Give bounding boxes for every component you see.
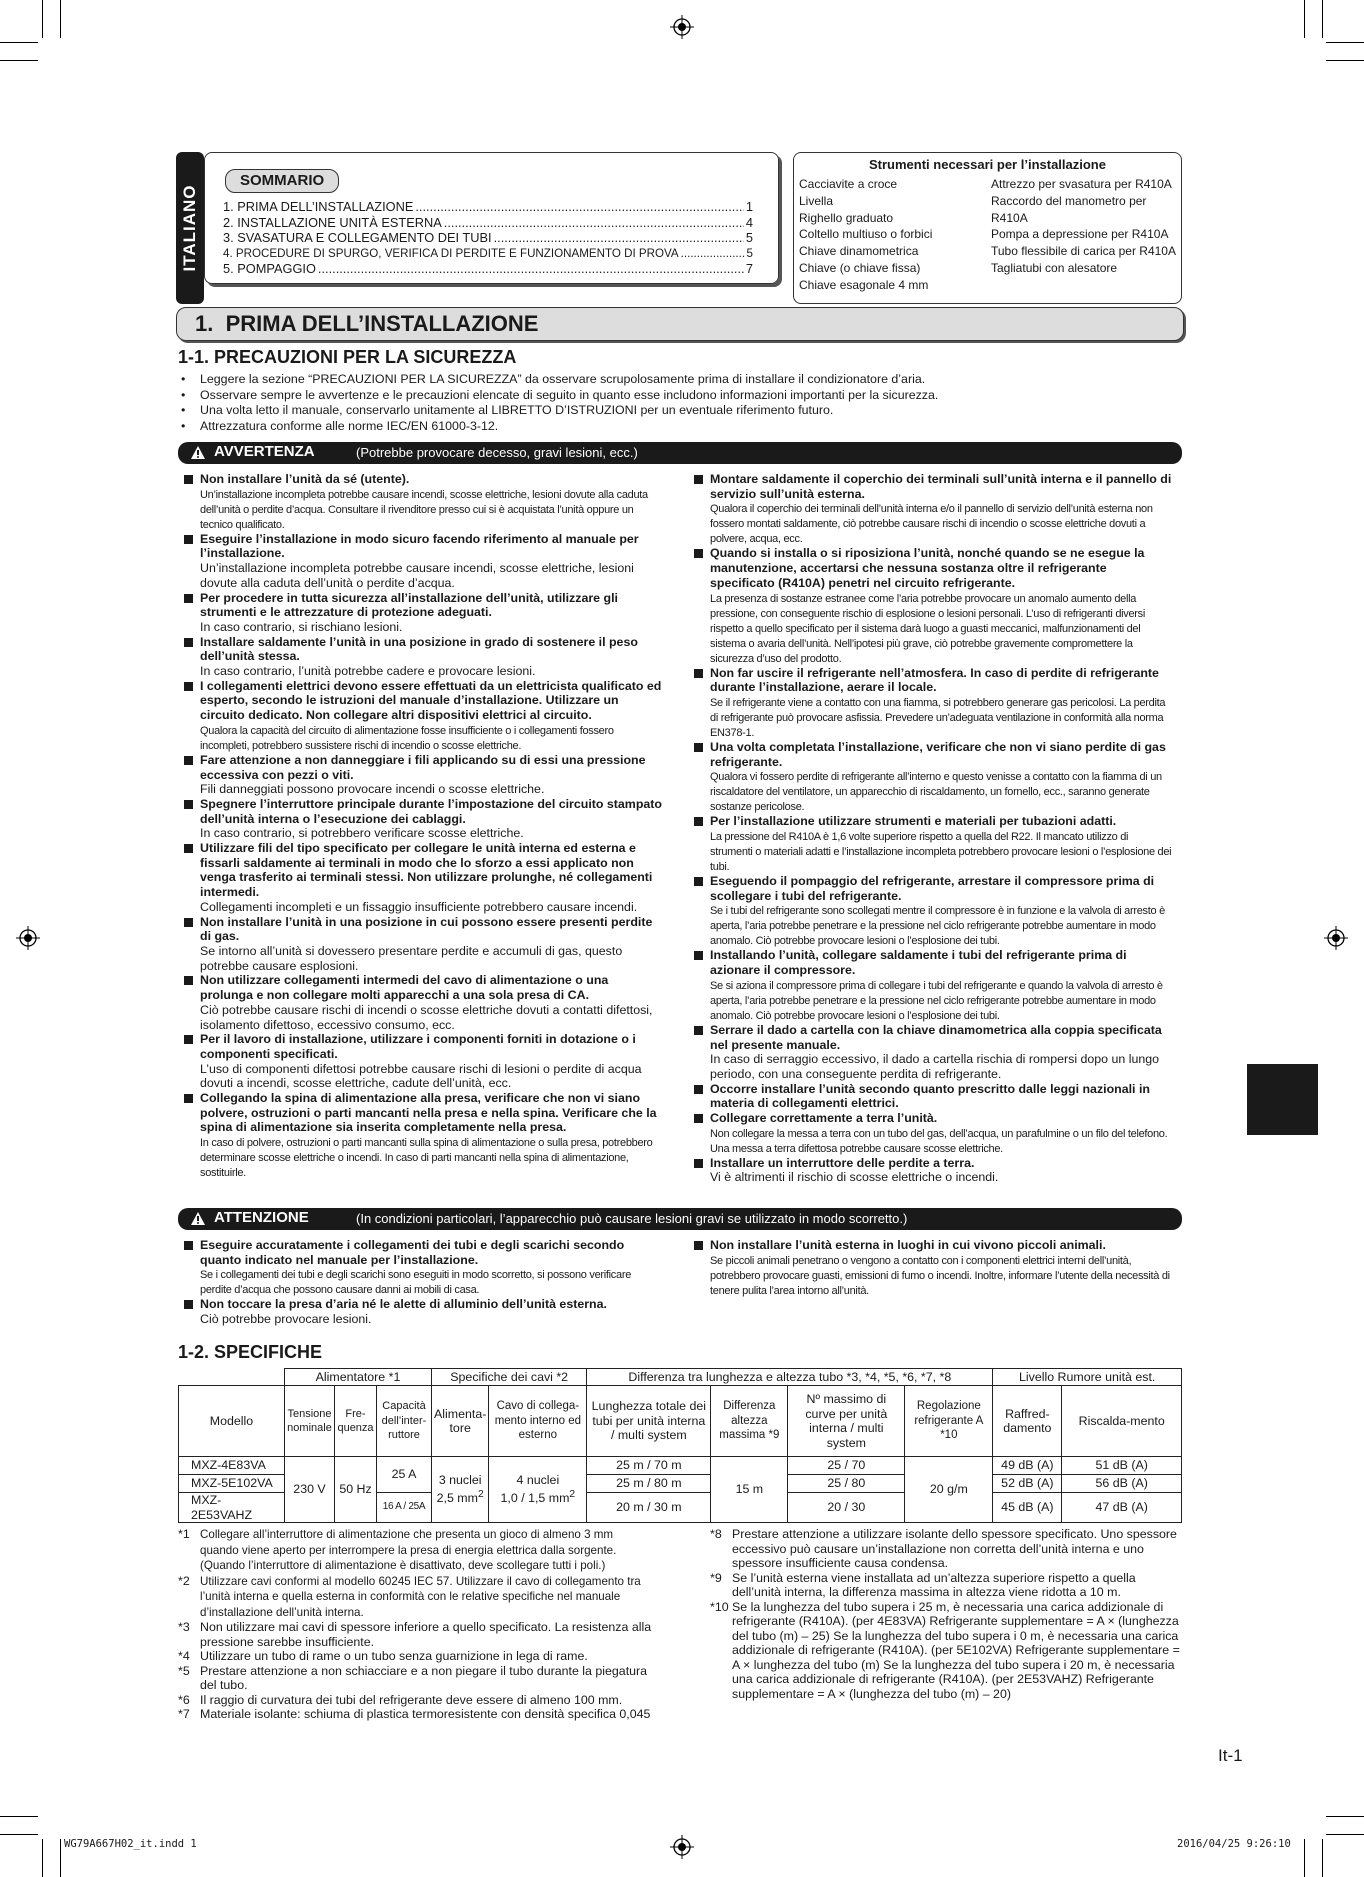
tool-item: Chiave dinamometrica [799,244,919,259]
model-cell: MXZ-4E83VA [179,1457,285,1475]
safety-item [692,948,1173,1022]
heating-cell: 56 dB (A) [1062,1475,1182,1493]
safety-item-heading: Utilizzare fili del tipo specificato per collegare le unità interna ed esterna e fissarli saldamente ai terminali in modo che lo sforzo a essi applicato non venga trasferito ai terminali stessi. Non utilizzare prolunghe, né collegamenti intermedi. [200,841,653,900]
col-cooling: Raffred-damento [993,1386,1062,1457]
crop-mark [0,42,38,43]
tool-item: Tagliatubi con alesatore [991,260,1118,275]
footnote-key: *5 [178,1663,190,1678]
footnote-text: Prestare attenzione a non schiacciare e a non piegare il tubo durante la piegatura del tubo. [200,1663,648,1692]
crop-mark [1322,1839,1323,1877]
toc-item-label: 2. INSTALLAZIONE UNITÀ ESTERNA [223,214,442,230]
safety-item-text: In caso contrario, si rischiano lesioni. [200,619,403,634]
safety-item-heading: Quando si installa o si riposiziona l’unità, nonché quando se ne esegue la manutenzione, accertarsi che nessuna sostanza oltre il refrigerante specificato (R410A) penetri nel circuito refrigerante. [710,546,1145,590]
safety-item-heading: Non far uscire il refrigerante nell’atmosfera. In caso di perdite di refrigerante durante l’installazione, aerare il locale. [710,665,1159,695]
footnote-key: *2 [178,1573,190,1588]
bullet-item: • Osservare sempre le avvertenze e le precauzioni elencate di seguito in quanto esse includono informazioni importanti per la sicurezza. [178,388,938,404]
footnote [710,1571,1182,1600]
safety-item-text: Ciò potrebbe causare rischi di incendi o scosse elettriche dovuti a contatti difettosi, isolamento difettoso, eccessivo consumo, ecc. [200,1002,653,1032]
toc-leader [681,246,745,262]
footnote [178,1693,652,1708]
safety-item-heading: Eseguire accuratamente i collegamenti dei tubi e degli scarichi secondo quanto indicato nel manuale per l’installazione. [200,1238,625,1267]
footnotes-right [710,1527,1182,1701]
tool-item: Righello graduato [799,210,894,225]
tool-item: Tubo flessibile di carica per R410A [991,244,1176,259]
caution-note: (In condizioni particolari, l’apparecchio può causare lesioni gravi se utilizzato in modo scorretto.) [356,1211,908,1226]
safety-item-text: Qualora la capacità del circuito di alimentazione fosse insufficiente o i collegamenti fossero incompleti, potrebbero sussistere rischi di incendio o scosse elettriche. [200,724,614,752]
crop-mark [1304,0,1305,38]
crop-mark [42,1839,43,1877]
footnote-key: *7 [178,1707,190,1721]
bends-cell: 25 / 70 [788,1457,905,1475]
safety-item [692,546,1173,665]
safety-item-heading: Serrare il dado a cartella con la chiave dinamometrica alla coppia specificata nel presente manuale. [710,1022,1162,1052]
warning-bar [178,442,1182,464]
toc-item[interactable] [223,261,753,277]
crop-mark [60,1839,61,1877]
safety-item [692,874,1173,948]
footnote-text: Non utilizzare mai cavi di spessore inferiore a quello specificato. La resistenza alla pressione sarebbe insufficiente. [200,1620,652,1649]
intro-bullets [178,372,938,435]
toc-item-page: 7 [745,261,753,276]
tools-column-2 [991,176,1176,277]
warning-triangle-icon [190,445,206,460]
footnote [178,1649,652,1664]
safety-item [692,740,1173,814]
heating-cell: 51 dB (A) [1062,1457,1182,1475]
safety-item [692,1023,1173,1082]
toc-item-label: 4. PROCEDURE DI SPURGO, VERIFICA DI PERDITE E FUNZIONAMENTO DI PROVA [223,246,679,260]
safety-item-text: Collegamenti incompleti e un fissaggio insufficiente potrebbero causare incendi. [200,899,638,914]
toc-item-page: 5 [745,230,753,245]
safety-item-heading: Per il lavoro di installazione, utilizzare i componenti forniti in dotazione o i componenti specificati. [200,1032,636,1061]
col-heating: Riscalda-mento [1062,1386,1182,1457]
power-supply-cell: 3 nuclei 2,5 $mm^2$ [432,1457,489,1523]
col-frequency: Fre-quenza [335,1386,377,1457]
tools-box [793,152,1182,304]
safety-item-text: La presenza di sostanze estranee come l’aria potrebbe provocare un anomalo aumento della pressione, con conseguente rischio di esplosione o lesioni personali. L’uso di refrigeranti diversi rispetto a quello specificato per il sistema darà luogo a guasti meccanici, malfunzionamenti del sistema o avaria dell’unità. Nell’ipotesi più grave, ciò potrebbe gravemente compromettere la sicurezza d’uso del prodotto. [710,592,1146,665]
safety-item-text: Ciò potrebbe provocare lesioni. [200,1312,372,1327]
toc-item-page: 4 [745,214,753,230]
page-number: It-1 [1218,1746,1243,1765]
crop-mark [1326,1834,1364,1835]
refrigerant-cell: 20 g/m [905,1457,993,1523]
col-power-supply: Alimenta-tore [432,1386,489,1457]
model-cell: MXZ-2E53VAHZ [179,1493,285,1523]
footnote-text: Prestare attenzione a utilizzare isolante dello spessore specificato. Uno spessore eccessivo può causare un’installazione non corretta dell’unità interna e uno spessore insufficiente causa condensa. [732,1527,1177,1570]
safety-item [692,1156,1173,1185]
footnote [710,1600,1182,1702]
safety-item [182,591,664,635]
safety-item-text: L’uso di componenti difettosi potrebbe causare rischi di lesioni o perdite di acqua dovuti a incendi, scosse elettriche, cadute dell’unità, ecc. [200,1061,642,1091]
safety-item-heading: Una volta completata l’installazione, verificare che non vi siano perdite di gas refrigerante. [710,739,1166,769]
registration-mark-icon [1324,926,1348,950]
height-difference-cell: 15 m [711,1457,788,1523]
safety-item-text: In caso di serraggio eccessivo, il dado a cartella rischia di rompersi dopo un lungo periodo, con una conseguente perdita di refrigerante. [710,1052,1160,1081]
header-power: Alimentatore *1 [285,1369,432,1386]
caution-column-left [182,1238,664,1327]
footnote-key: *4 [178,1649,190,1663]
crop-mark [0,60,38,61]
length-cell: 20 m / 30 m [587,1493,711,1523]
section-title-bar [176,307,1184,341]
warning-triangle-icon [190,1211,206,1226]
safety-item-heading: Installare un interruttore delle perdite a terra. [710,1155,975,1170]
bullet-item: • Leggere la sezione “PRECAUZIONI PER LA SICUREZZA” da osservare scrupolosamente prima di installare il condizionatore d’aria. [178,372,938,388]
safety-item [182,472,664,532]
safety-item-heading: Eseguire l’installazione in modo sicuro facendo riferimento al manuale per l’installazione. [200,531,639,561]
toc-leader [318,261,744,277]
footnote [178,1707,652,1722]
frequency-cell: 50 Hz [335,1457,377,1523]
cooling-cell: 52 dB (A) [993,1475,1062,1493]
header-cables: Specifiche dei cavi *2 [432,1369,587,1386]
footnote-key: *10 [710,1599,729,1614]
safety-item-heading: Eseguendo il pompaggio del refrigerante, arrestare il compressore prima di scollegare i tubi del refrigerante. [710,874,1155,903]
toc-item[interactable] [223,199,753,215]
safety-item [182,973,664,1032]
footnote-key: *6 [178,1692,190,1707]
safety-item-heading: I collegamenti elettrici devono essere effettuati da un elettricista qualificato ed esperto, secondo le istruzioni del manuale d’installazione. Utilizzare un circuito dedicato. Non collegare altri dispositivi elettrici al circuito. [200,678,662,723]
crop-mark [1322,0,1323,38]
cooling-cell: 45 dB (A) [993,1493,1062,1523]
safety-item [182,915,664,974]
bullet-item: • Attrezzatura conforme alle norme IEC/EN 61000-3-12. [178,419,938,435]
safety-item-text: Qualora vi fossero perdite di refrigerante all’interno e questo venisse a contatto con la fiamma di un riscaldatore del ventilatore, un apparecchio di riscaldamento, un fornello, ecc., saranno generate sostanze pericolose. [710,771,1162,814]
tool-item: Attrezzo per svasatura per R410A [991,177,1172,191]
toc-item[interactable] [223,215,753,231]
safety-item-heading: Non installare l’unità esterna in luoghi in cui vivono piccoli animali. [710,1238,1106,1252]
warning-label: AVVERTENZA [214,443,315,460]
caution-label: ATTENZIONE [214,1209,309,1226]
footnote-text: Materiale isolante: schiuma di plastica termoresistente con densità specifica 0,045 [200,1707,651,1721]
safety-item-heading: Non utilizzare collegamenti intermedi del cavo di alimentazione o una prolunga e non collegare molti apparecchi a una sola presa di CA. [200,973,609,1003]
footnote [178,1527,652,1574]
section-title: 1. PRIMA DELL’INSTALLAZIONE [195,311,539,336]
table-row [179,1457,1182,1475]
safety-item-heading: Per l’installazione utilizzare strumenti e materiali per tubazioni adatti. [710,814,1117,829]
specs-table [178,1368,1182,1523]
safety-item [182,679,664,753]
length-cell: 25 m / 70 m [587,1457,711,1475]
toc-item-page: 1 [745,199,753,214]
footnote-text: Utilizzare cavi conformi al modello 60245 IEC 57. Utilizzare il cavo di collegamento tra l’unità interna e quella esterna in conformità con le relative specifiche nel manuale d’installazione dell’unità interna. [200,1574,641,1619]
crop-mark [0,1834,38,1835]
bends-cell: 25 / 80 [788,1475,905,1493]
heating-cell: 47 dB (A) [1062,1493,1182,1523]
toc-leader [444,215,744,231]
toc-item-page: 5 [746,246,753,260]
safety-item-text: Un’installazione incompleta potrebbe causare incendi, scosse elettriche, lesioni dovute alla caduta dell’unità o perdite d’acqua. Consultare il rivenditore presso cui si è acquistata l’unità oppure un tecnico qualificato. [200,488,648,531]
safety-item-heading: Installare saldamente l’unità in una posizione in grado di sostenere il peso dell’unità stessa. [200,634,638,664]
toc-item[interactable] [223,230,753,246]
safety-item [182,753,664,797]
language-tab: ITALIANO [176,152,204,304]
footnote-key: *1 [178,1527,190,1541]
col-model: Modello [179,1386,285,1457]
length-cell: 25 m / 80 m [587,1475,711,1493]
crop-mark [1326,1816,1364,1817]
safety-item-text: La pressione del R410A è 1,6 volte superiore rispetto a quella del R22. Il mancato utilizzo di strumenti o materiali adatti e l’installazione incompleta potrebbero provocare lesioni o l’esplosione dei tubi. [710,831,1172,874]
col-refrigerant: Regolazione refrigerante A *10 [905,1386,993,1457]
tool-item: Coltello multiuso o forbici [799,227,933,242]
safety-item-heading: Montare saldamente il coperchio dei terminali sull’unità interna e il pannello di servizio sull’unità esterna. [710,472,1172,501]
safety-item-text: Fili danneggiati possono provocare incendi o scosse elettriche. [200,782,545,797]
tool-item: Chiave esagonale 4 mm [799,277,929,292]
safety-item [692,1111,1173,1156]
safety-item-heading: Non installare l’unità da sé (utente). [200,472,410,486]
col-total-length: Lunghezza totale dei tubi per unità interna / multi system [587,1386,711,1457]
header-pipe-difference: Differenza tra lunghezza e altezza tubo *3, *4, *5, *6, *7, *8 [587,1369,993,1386]
col-connection-cable: Cavo di collega-mento interno ed esterno [489,1386,587,1457]
safety-item-text: Se intorno all’unità si dovessero presentare perdite e accumuli di gas, questo potrebbe causare esplosioni. [200,943,623,973]
footnote-key: *3 [178,1620,190,1634]
tool-item: R410A [991,210,1028,225]
connection-cable-cell: 4 nuclei 1,0 / 1,5 $mm^2$ [489,1457,587,1523]
toc-title: SOMMARIO [225,169,339,193]
safety-item [182,532,664,591]
caution-column-right [692,1238,1173,1298]
footnotes-left [178,1527,652,1722]
toc-list [223,199,753,277]
table-cell [179,1369,285,1386]
crop-mark [60,0,61,38]
footnote [178,1664,652,1693]
crop-mark [42,0,43,38]
footnote-key: *8 [710,1527,722,1541]
safety-item-heading: Fare attenzione a non danneggiare i fili applicando su di essi una pressione eccessiva con pezzi o viti. [200,752,646,782]
footnote-key: *9 [710,1570,722,1585]
safety-item-text: Se il refrigerante viene a contatto con una fiamma, si potrebbero generare gas pericolosi. La perdita di refrigerante può provocare asfissia. Prevedere un’adeguata ventilazione in conformità alla norma EN378-1. [710,696,1166,739]
safety-item [182,1032,664,1091]
safety-item [182,1238,664,1297]
thumb-tab [1247,1064,1318,1135]
tool-item: Livella [799,193,834,208]
safety-item-text: Un’installazione incompleta potrebbe causare incendi, scosse elettriche, lesioni dovute alla caduta dell’unità o perdite d’acqua. [200,561,634,590]
footnote-text: Utilizzare un tubo di rame o un tubo senza guarnizione in lega di rame. [200,1649,588,1663]
footnote-text: Il raggio di curvatura dei tubi del refrigerante deve essere di almeno 100 mm. [200,1692,623,1707]
bends-cell: 20 / 30 [788,1493,905,1523]
safety-item [692,1238,1173,1298]
warning-column-right [692,472,1173,1185]
specs-title: 1-2. SPECIFICHE [178,1342,323,1362]
safety-item-text: Se piccoli animali penetrano o vengono a contatto con i componenti elettrici interni dell’unità, potrebbero provocare guasti, emissioni di fumo o incendi. Inoltre, informare l’utente della necessità di tenere pulita l’area intorno all’unità. [710,1254,1170,1297]
warning-column-left [182,472,664,1180]
footnote [710,1527,1182,1571]
slug-timestamp: 2016/04/25 9:26:10 [1177,1838,1291,1850]
tool-item: Pompa a depressione per R410A [991,227,1169,242]
footnote [178,1574,652,1621]
crop-mark [1326,60,1364,61]
safety-item-heading: Installando l’unità, collegare saldamente i tubi del refrigerante prima di azionare il compressore. [710,948,1127,978]
col-voltage: Tensione nominale [285,1386,335,1457]
crop-mark [0,1816,38,1817]
footnote [178,1620,652,1649]
toc-item-label: 3. SVASATURA E COLLEGAMENTO DEI TUBI [223,230,492,245]
registration-mark-icon [670,15,694,39]
toc-item-label: 5. POMPAGGIO [223,261,316,276]
toc-item[interactable] [223,246,753,262]
safety-item-heading: Spegnere l’interruttore principale durante l’impostazione del circuito stampato dell’unità interna o l’esecuzione dei cablaggi. [200,796,662,826]
voltage-cell: 230 V [285,1457,335,1523]
footnote-text: Collegare all’interruttore di alimentazione che presenta un gioco di almeno 3 mm quando viene aperto per interrompere la presa di energia elettrica dalla sorgente. (Quando l’interruttore di alimentazione è disattivato, deve scollegare tutti i poli.) [200,1528,617,1572]
tools-title: Strumenti necessari per l’installazione [869,157,1106,172]
tool-item: Raccordo del manometro per [991,193,1147,208]
safety-item-text: In caso contrario, l’unità potrebbe cadere e provocare lesioni. [200,664,536,679]
toc-item-label: 1. PRIMA DELL’INSTALLAZIONE [223,199,414,214]
safety-item-heading: Occorre installare l’unità secondo quanto prescritto dalle leggi nazionali in materia di collegamenti elettrici. [710,1081,1150,1111]
safety-item-text: Se i tubi del refrigerante sono scollegati mentre il compressore è in funzione e la valvola di arresto è aperta, l’aria potrebbe penetrare e la pressione nel ciclo refrigerante potrebbe aumentare in modo anomalo. Ciò potrebbe provocare lesioni o l’esplosione dei tubi. [710,905,1165,948]
safety-item-text: Qualora il coperchio dei terminali dell’unità interna e/o il pannello di servizio dell’unità esterna non fossero montati saldamente, ciò potrebbe causare rischi di incendio o scosse elettriche dovuti a polvere, acqua, ecc. [710,503,1153,546]
footnote-text: Se la lunghezza del tubo supera i 25 m, è necessaria una carica addizionale di refrigerante (R410A). (per 4E83VA) Refrigerante supplementare = A × (lunghezza del tubo (m) – 25) Se la lunghezza del tubo supera i 0 m, è necessaria una carica addizionale di refrigerante (R410A). (per 5E102VA) Refrigerante supplementare = A × lunghezza del tubo (m) Se la lunghezza del tubo supera i 20 m, è necessaria una carica addizionale di refrigerante (R410A). (per 2E53VAHZ) Refrigerante supplementare = A × (lunghezza del tubo (m) – 20) [732,1599,1180,1701]
registration-mark-icon [670,1835,694,1859]
header-noise: Livello Rumore unità est. [993,1369,1182,1386]
breaker-cell: 25 A [377,1457,432,1493]
tools-column-1 [799,176,932,294]
safety-item [182,841,664,915]
safety-item-heading: Collegando la spina di alimentazione alla presa, verificare che non vi siano polvere, ostruzioni o parti mancanti nella presa e nella spina. Verificare che la spina di alimentazione sia inserita completamente nella presa. [200,1091,657,1135]
toc-leader [494,230,744,246]
safety-item-text: In caso di polvere, ostruzioni o parti mancanti sulla spina di alimentazione o sulla presa, potrebbero determinare scosse elettriche o incendi. In caso di parti mancanti nella spina di alimentazione, sostituirle. [200,1137,653,1180]
safety-item [182,635,664,679]
safety-item-heading: Non installare l’unità in una posizione in cui possono essere presenti perdite di gas. [200,914,653,944]
crop-mark [1326,42,1364,43]
cooling-cell: 49 dB (A) [993,1457,1062,1475]
registration-mark-icon [16,926,40,950]
subsection-title: 1-1. PRECAUZIONI PER LA SICUREZZA [178,347,517,367]
safety-item [692,472,1173,546]
safety-item-heading: Non toccare la presa d’aria né le alette di alluminio dell’unità esterna. [200,1297,607,1312]
col-bends: Nº massimo di curve per unità interna / multi system [788,1386,905,1457]
table-of-contents [204,152,779,284]
bullet-item: • Una volta letto il manuale, conservarlo unitamente al LIBRETTO D’ISTRUZIONI per un eventuale riferimento futuro. [178,403,938,419]
safety-item [692,1082,1173,1111]
safety-item-heading: Collegare correttamente a terra l’unità. [710,1111,938,1126]
safety-item-text: Vi è altrimenti il rischio di scosse elettriche o incendi. [710,1170,999,1185]
slug-filename: WG79A667H02_it.indd 1 [64,1838,197,1850]
col-breaker: Capacità dell’inter-ruttore [377,1386,432,1457]
safety-item-text: Se si aziona il compressore prima di collegare i tubi del refrigerante e quando la valvola di arresto è aperta, l’aria potrebbe penetrare e la pressione nel ciclo refrigerante potrebbe aumentare in modo anomalo. Ciò potrebbe provocare lesioni o l’esplosione dei tubi. [710,979,1163,1022]
tool-item: Chiave (o chiave fissa) [799,260,921,275]
safety-item-text: Non collegare la messa a terra con un tubo del gas, dell’acqua, un parafulmine o un filo del telefono. Una messa a terra difettosa potrebbe causare scosse elettriche. [710,1127,1168,1155]
safety-item-text: In caso contrario, si potrebbero verificare scosse elettriche. [200,826,524,841]
col-height-difference: Differenza altezza massima *9 [711,1386,788,1457]
safety-item-text: Se i collegamenti dei tubi e degli scarichi sono eseguiti in modo scorretto, si possono verificare perdite d’acqua che possono causare danni ai mobili di casa. [200,1269,632,1297]
safety-item [692,666,1173,740]
toc-leader [415,199,744,215]
safety-item [182,1091,664,1180]
safety-item [182,797,664,841]
tool-item: Cacciavite a croce [799,177,898,191]
breaker-cell: 16 A / 25A [377,1493,432,1523]
warning-note: (Potrebbe provocare decesso, gravi lesioni, ecc.) [356,445,638,460]
safety-item [692,814,1173,874]
caution-bar [178,1208,1182,1230]
crop-mark [1304,1839,1305,1877]
model-cell: MXZ-5E102VA [179,1475,285,1493]
safety-item [182,1297,664,1326]
footnote-text: Se l’unità esterna viene installata ad un’altezza superiore rispetto a quella dell’unità interna, la differenza massima in altezza viene ridotta a 10 m. [732,1570,1136,1599]
safety-item-heading: Per procedere in tutta sicurezza all’installazione dell’unità, utilizzare gli strumenti e le attrezzature di protezione adeguati. [200,590,618,620]
